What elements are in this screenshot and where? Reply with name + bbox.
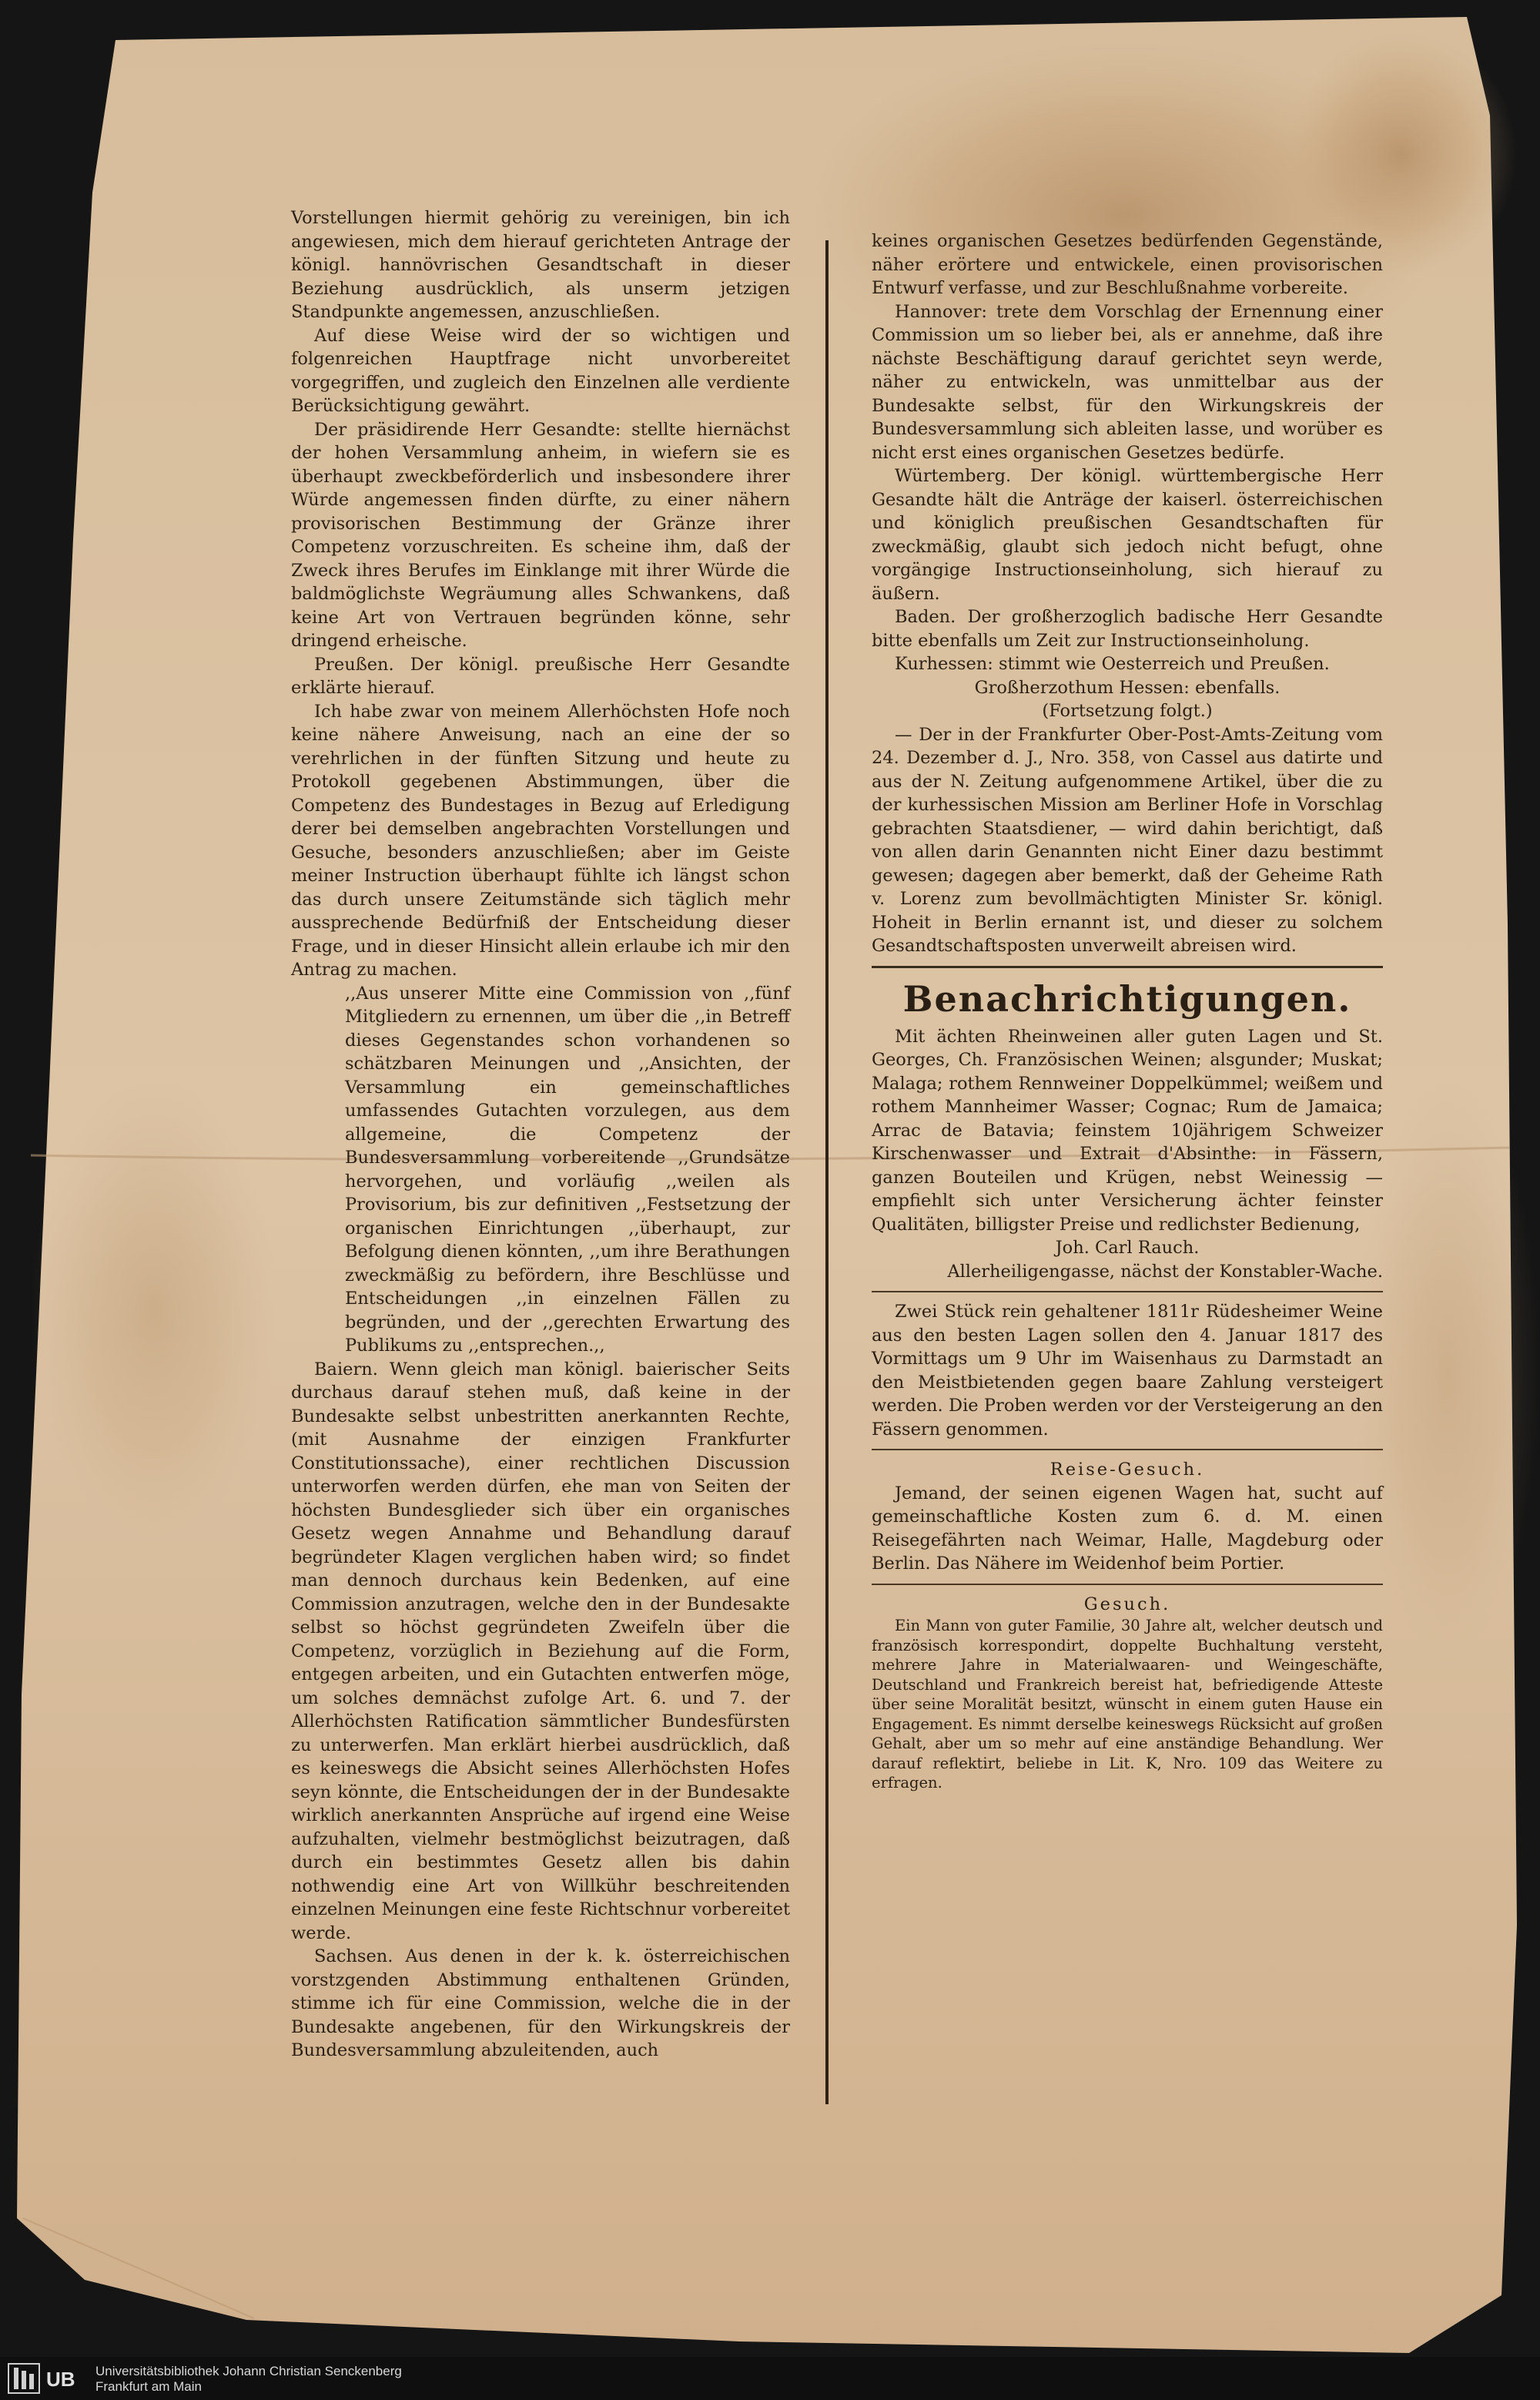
request-heading: Gesuch. [1083, 1594, 1171, 1614]
paragraph: keines organischen Gesetzes bedürfenden Gegenstände, näher erörtere und entwickele, einen provisorischen Entwurf verfasse, und zur Beschlußnahme vorbereite. [872, 231, 1383, 298]
paragraph: Preußen. Der königl. preußische Herr Gesandte erklärte hierauf. [291, 654, 790, 698]
quoted-motion: ,,Aus unserer Mitte eine Commission von ,,fünf Mitgliedern zu ernennen, um über die ,,in Betreff dieses Gegenstandes schon vorhandenen so schätzbaren Meinungen und ,,Ansichten, der Versammlung ein gemeinschaftliches umfassendes Gutachten vorzulegen, aus dem allgemeine, die Competenz der Bundesversammlung vorbereitende ,,Grundsätze hervorgehen, und vorläufig ,,weilen als Provisorium, bis zur definitiven ,,Festsetzung der organischen Einrichtungen ,,überhaupt, zur Befolgung dienen könnten, ,,um ihre Berathungen zweckmäßig zu befördern, ihre Beschlüsse und Entscheidungen ,,in einzelnen Fällen zu begründen, und der ,,gerechten Erwartung des Publikums zu ,,entsprechen.,, [345, 983, 790, 1356]
announcements-heading: Benachrichtigungen. [902, 977, 1352, 1020]
announcement-wine-merchant: Mit ächten Rheinweinen aller guten Lagen und St. Georges, Ch. Französischen Weinen; alsgunder; Muskat; Malaga; rothem Rennweiner Doppelkümmel; weißem und rothem Mannheimer Wasser; Cognac; Rum de Jamaica; Arrac de Batavia; feinstem 10jährigem Schweizer Kirschenwasser und Extrait d'Absinthe: in Fässern, ganzen Bouteilen und Krügen, nebst Weinessig — empfiehlt sich unter Versicherung ächter feinster Qualitäten, billigster Preise und redlichster Bedienung, [872, 1026, 1383, 1235]
library-footer [0, 2357, 1540, 2400]
paragraph: Ich habe zwar von meinem Allerhöchsten Hofe noch keine nähere Anweisung, nach an eine der so verehrlichen in der fünften Sitzung und heute zu Protokoll gegebenen Abstimmungen, über die Competenz des Bundestages in Bezug auf Erledigung derer bei demselben angebrachten Vorstellungen und Gesuche, besonders anzuschließen; aber im Geiste meiner Instruction überhaupt fühlte ich längst schon das durch unsere Zeitumstände sich täglich mehr aussprechende Bedürfniß der Entscheidung dieser Frage, und in dieser Hinsicht allein erlaube ich mir den Antrag zu machen. [291, 701, 790, 980]
paragraph: Vorstellungen hiermit gehörig zu vereinigen, bin ich angewiesen, mich dem hierauf gerichteten Antrage der königl. hannövrischen Gesandtschaft in dieser Beziehung ausdrücklich, als unserm jetzigen Standpunkte angemessen, anzuschließen. [291, 208, 790, 322]
travel-heading: Reise-Gesuch. [1050, 1460, 1205, 1480]
paragraph: — Der in der Frankfurter Ober-Post-Amts-Zeitung vom 24. Dezember d. J., Nro. 358, von Cassel aus datirte und aus der N. Zeitung aufgenommene Artikel, über die zu der kurhessischen Mission am Berliner Hofe in Vorschlag gebrachten Staatsdiener, — wird dahin berichtigt, daß von allen darin Genannten nicht Einer dazu bestimmt gewesen; dagegen aber bemerkt, daß der Geheime Rath v. Lorenz zum bevollmächtigten Minister Sr. königl. Hoheit in Berlin ernannt ist, und dieser zu solchem Gesandtschaftsposten unverweilt abreisen wird. [872, 724, 1383, 956]
ub-logo-icon [8, 2363, 88, 2394]
section-rule [872, 966, 1383, 968]
paragraph: Hannover: trete dem Vorschlag der Ernennung einer Commission um so lieber bei, als er annehme, daß ihre nächste Beschäftigung darauf gerichtet seyn werde, näher zu entwickeln, was unmittelbar aus der Bundesakte selbst, für den Wirkungskreis der Bundesversammlung sich ableiten lasse, und worüber es nicht erst eines organischen Gesetzes bedürfe. [872, 301, 1383, 463]
paragraph: Sachsen. Aus denen in der k. k. österreichischen vorstzgenden Abstimmung enthaltenen Gründen, stimme ich für eine Commission, welche die in der Bundesakte angebenen, für den Wirkungskreis der Bundesversammlung abzuleitenden, auch [291, 1946, 790, 2060]
paragraph: Baden. Der großherzoglich badische Herr Gesandte bitte ebenfalls um Zeit zur Instructionseinholung. [872, 607, 1383, 651]
section-rule [872, 1449, 1383, 1450]
paragraph: Großherzothum Hessen: ebenfalls. [974, 677, 1281, 698]
job-request: Ein Mann von guter Familie, 30 Jahre alt, welcher deutsch und französisch korrespondirt, doppelte Buchhaltung versteht, mehrere Jahre in Materialwaaren- und Weingeschäfte, Deutschland und Frankreich bereist hat, befriedigende Atteste über seine Moralität besitzt, wünscht in einem guten Hause ein Engagement. Es nimmt derselbe keineswegs Rücksicht auf großen Gehalt, aber um so mehr auf eine anständige Behandlung. Wer darauf reflektirt, beliebe in Lit. K, Nro. 109 das Weitere zu erfragen. [872, 1617, 1383, 1792]
paragraph: Kurhessen: stimmt wie Oesterreich und Preußen. [895, 654, 1330, 674]
library-city: Frankfurt am Main [95, 2379, 202, 2394]
paragraph: Würtemberg. Der königl. württembergische Herr Gesandte hält die Anträge der kaiserl. österreichischen und königlich preußischen Gesandtschaften für zweckmäßig, glaubt sich jedoch nicht befugt, ohne vorgängige Instructionseinholung, sich hierauf zu äußern. [872, 466, 1383, 604]
paragraph: Baiern. Wenn gleich man königl. baierischer Seits durchaus darauf stehen muß, daß keine in der Bundesakte selbst unbestritten anerkannten Rechte, (mit Ausnahme der einzigen Frankfurter Constitutionssache), einer rechtlichen Discussion unterworfen werden dürfen, ehe man von Seiten der höchsten Bundesglieder sich über ein organisches Gesetz wegen Annahme und Behandlung darauf begründeter Klagen verglichen haben wird; so findet man dennoch durchaus kein Bedenken, auf eine Commission anzutragen, welche den in der Bundesakte selbst so höchst gegründeten Zweifeln über die Competenz, vorzüglich in Beziehung auf die Form, entgegen arbeiten, und ein Gutachten entwerfen möge, um solches demnächst zufolge Art. 6. und 7. der Allerhöchsten Ratification sämmtlicher Bundesfürsten zu unterwerfen. Man erklärt hierbei ausdrücklich, daß es keineswegs die Absicht seines Allerhöchsten Hofes seyn könnte, die Entscheidungen der in der Bundesakte wirklich anerkannten Ansprüche auf irgend eine Weise aufzuhalten, vielmehr bestmöglichst beizutragen, daß durch ein bestimmtes Gesetz allen bis dahin nothwendig eine Art von Willkühr beschreitenden einzelnen Meinungen eine feste Richtschnur vorbereitet werde. [291, 1359, 790, 1943]
logo-text: UB [46, 2368, 75, 2391]
section-rule [872, 1291, 1383, 1292]
section-rule [872, 1584, 1383, 1585]
paragraph: Der präsidirende Herr Gesandte: stellte hiernächst der hohen Versammlung anheim, in wiefern sie es überhaupt zweckbeförderlich und insbesondere ihrer Würde angemessen finden dürfte, zu einer nähern provisorischen Bestimmung der Gränze ihrer Competenz vorzuschreiten. Es scheine ihm, daß der Zweck ihres Berufes im Einklange mit ihrer Würde die baldmöglichste Wegräumung alles Schwankens, daß keine Art von Vertrauen begründen könne, sehr dringend erheische. [291, 419, 790, 651]
travel-request: Jemand, der seinen eigenen Wagen hat, sucht auf gemeinschaftliche Kosten zum 6. d. M. einen Reisegefährten nach Weimar, Halle, Magdeburg oder Berlin. Das Nähere im Weidenhof beim Portier. [872, 1483, 1383, 1574]
announcement-wine-auction: Zwei Stück rein gehaltener 1811r Rüdesheimer Weine aus den besten Lagen sollen den 4. Januar 1817 des Vormittags um 9 Uhr im Waisenhaus zu Darmstadt an den Meistbietenden gegen baare Zahlung versteigert werden. Die Proben werden vor der Versteigerung an den Fässern genommen. [872, 1302, 1383, 1440]
announcement-address: Allerheiligengasse, nächst der Konstabler-Wache. [947, 1261, 1383, 1282]
continuation-note: (Fortsetzung folgt.) [1042, 701, 1213, 721]
left-column [291, 206, 790, 2063]
right-column [872, 230, 1383, 1793]
column-divider [825, 240, 829, 2104]
library-name: Universitätsbibliothek Johann Christian Senckenberg [95, 2364, 402, 2378]
announcement-signature: Joh. Carl Rauch. [1055, 1238, 1200, 1258]
paragraph: Auf diese Weise wird der so wichtigen und folgenreichen Hauptfrage nicht unvorbereitet vorgegriffen, und zugleich den Einzelnen alle verdiente Berücksichtigung gewährt. [291, 325, 790, 416]
